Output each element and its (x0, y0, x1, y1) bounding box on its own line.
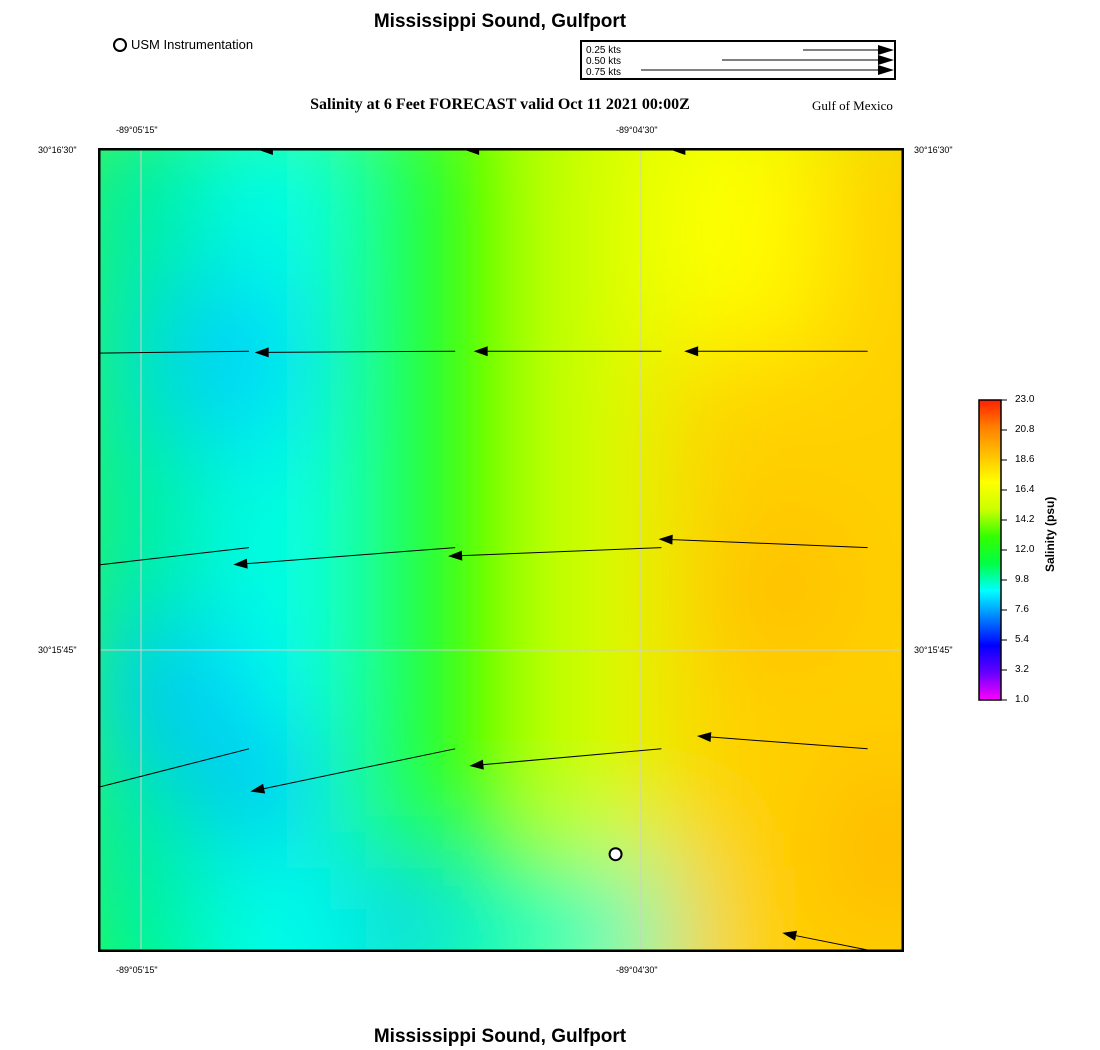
vector-scale-legend (580, 40, 896, 80)
colorbar-tick-label: 12.0 (1015, 544, 1035, 555)
salinity-field (98, 148, 904, 952)
map-subtitle: Salinity at 6 Feet FORECAST valid Oct 11 2021 00:00Z (310, 96, 690, 113)
station-legend (113, 37, 253, 52)
footer-title: Mississippi Sound, Gulfport (373, 1026, 627, 1047)
scale-label-025: 0.25 kts (586, 45, 622, 56)
colorbar-tick-label: 3.2 (1015, 664, 1029, 675)
lat-tick-label-left-1: 30°16'30" (38, 145, 77, 155)
colorbar-tick-label: 23.0 (1015, 394, 1035, 405)
colorbar-tick-label: 18.6 (1015, 454, 1035, 465)
region-label: Gulf of Mexico (812, 98, 893, 113)
colorbar-tick-label: 1.0 (1015, 694, 1029, 705)
colorbar-tick-label: 20.8 (1015, 424, 1035, 435)
colorbar-tick-label: 16.4 (1015, 484, 1035, 495)
station-marker[interactable] (610, 848, 622, 860)
station-circle-icon (113, 38, 127, 52)
colorbar-tick-label: 5.4 (1015, 634, 1029, 645)
station-circle-icon[interactable] (610, 848, 622, 860)
scale-label-075: 0.75 kts (586, 67, 622, 78)
scale-label-050: 0.50 kts (586, 56, 622, 67)
station-legend-label: USM Instrumentation (131, 37, 254, 52)
lon-tick-label-top-1: -89°05'15" (116, 125, 158, 135)
salinity-map[interactable] (98, 148, 904, 952)
lat-tick-label-left-2: 30°15'45" (38, 645, 77, 655)
salinity-colorbar (976, 396, 1016, 704)
lat-tick-label-right-2: 30°15'45" (914, 645, 953, 655)
map-title: Mississippi Sound, Gulfport (373, 11, 627, 32)
colorbar-tick-label: 14.2 (1015, 514, 1035, 525)
lon-tick-label-bottom-1: -89°05'15" (116, 965, 158, 975)
colorbar-tick-label: 9.8 (1015, 574, 1029, 585)
colorbar-title: Salinity (psu) (1043, 496, 1057, 572)
colorbar-gradient (979, 400, 1001, 700)
lon-tick-label-top-2: -89°04'30" (616, 125, 658, 135)
lat-tick-label-right-1: 30°16'30" (914, 145, 953, 155)
colorbar-tick-label: 7.6 (1015, 604, 1029, 615)
lon-tick-label-bottom-2: -89°04'30" (616, 965, 658, 975)
